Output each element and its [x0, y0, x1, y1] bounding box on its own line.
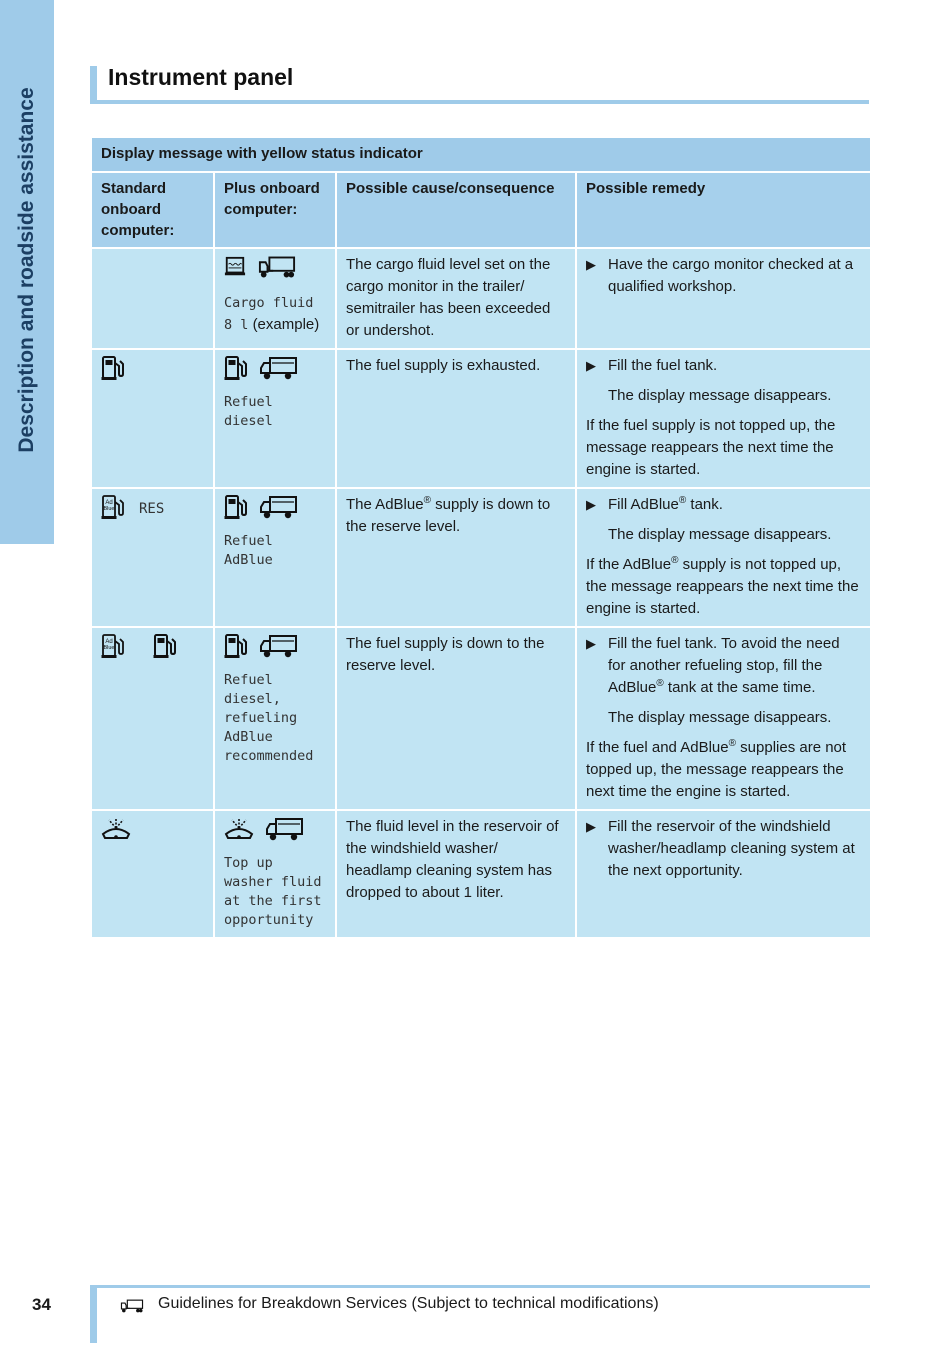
fuel-pump-icon: [224, 494, 248, 520]
table-row: [91, 349, 871, 488]
remedy-result: The display message disappears.: [608, 709, 832, 726]
registered-mark: ®: [671, 555, 679, 566]
truck-icon: [260, 633, 298, 659]
column-header-cause: Possible cause/consequence: [336, 172, 576, 248]
table-row: [91, 627, 871, 810]
registered-mark: ®: [728, 738, 736, 749]
standard-cell: [91, 627, 214, 810]
side-tab: [0, 0, 54, 544]
page-header: [90, 66, 869, 104]
bullet-arrow-icon: ▶: [586, 358, 596, 373]
remedy-cell: [576, 627, 871, 810]
bullet-arrow-icon: ▶: [586, 636, 596, 651]
plus-message: Cargo fluid 8 l: [224, 295, 314, 333]
truck-icon: [266, 816, 304, 842]
truck-icon: [260, 355, 298, 381]
plus-message: Refuel AdBlue: [224, 533, 273, 568]
fuel-pump-icon: [224, 355, 248, 381]
plus-cell: [214, 488, 336, 627]
bullet-arrow-icon: ▶: [586, 257, 596, 272]
bullet-arrow-icon: ▶: [586, 819, 596, 834]
cause-cell: [336, 488, 576, 627]
fuel-pump-icon: [101, 355, 125, 381]
header-accent-bar: [90, 66, 97, 104]
truck-icon: [260, 494, 298, 520]
plus-cell: [214, 627, 336, 810]
remedy-note-start: If the fuel and AdBlue: [586, 739, 729, 756]
plus-message: Refuel diesel, refueling AdBlue recommended: [224, 672, 314, 764]
standard-cell: [91, 248, 214, 349]
side-tab-label: Description and roadside assistance: [15, 87, 38, 453]
remedy-note-end: supplies are not topped up, the message reappears the next time the engine is started.: [586, 739, 847, 800]
plus-cell: [214, 349, 336, 488]
remedy-step-end: tank.: [686, 496, 723, 513]
column-header-remedy: Possible remedy: [576, 172, 871, 248]
header-underline: [90, 100, 869, 104]
cause-cell: The cargo fluid level set on the cargo monitor in the trailer/ semitrailer has been exceeded or undershot.: [336, 248, 576, 349]
washer-fluid-icon: [224, 816, 254, 842]
cause-text-end: supply is down to the reserve level.: [346, 496, 551, 535]
adblue-icon: [101, 494, 125, 520]
remedy-cell: [576, 349, 871, 488]
remedy-step: [608, 633, 861, 699]
remedy-note: If the fuel supply is not topped up, the message reappears the next time the engine is started.: [586, 417, 836, 478]
adblue-icon: [101, 633, 125, 659]
cause-cell: The fuel supply is down to the reserve level.: [336, 627, 576, 810]
plus-message: Refuel diesel: [224, 394, 273, 429]
remedy-step: [608, 494, 723, 516]
plus-message: Top up washer fluid at the first opportunity: [224, 855, 322, 928]
washer-fluid-icon: [101, 816, 131, 842]
registered-mark: ®: [678, 495, 687, 506]
reserve-label: RES: [139, 501, 165, 517]
remedy-note: [586, 554, 861, 620]
plus-message-suffix: (example): [252, 316, 320, 333]
cargo-monitor-icon: [224, 254, 246, 280]
remedy-step: Fill the reservoir of the windshield washer/headlamp cleaning system at the next opportunity.: [608, 818, 855, 879]
plus-cell: [214, 248, 336, 349]
display-message-table: [90, 136, 872, 939]
cause-cell: The fuel supply is exhausted.: [336, 349, 576, 488]
remedy-result: The display message disappears.: [608, 387, 832, 404]
remedy-note-start: If the AdBlue: [586, 556, 672, 573]
remedy-note-end: supply is not topped up, the message reappears the next time the engine is started.: [586, 556, 859, 617]
footer-text: Guidelines for Breakdown Services (Subject to technical modifications): [158, 1295, 659, 1312]
remedy-result: The display message disappears.: [608, 526, 832, 543]
remedy-step: Have the cargo monitor checked at a qualified workshop.: [608, 256, 854, 295]
column-header-standard: Standard onboard computer:: [91, 172, 214, 248]
remedy-step-start: Fill AdBlue: [608, 496, 679, 513]
footer-rule: [90, 1285, 870, 1288]
table-caption: Display message with yellow status indicator: [91, 137, 871, 172]
standard-cell: [91, 488, 214, 627]
footer-accent-bar: [90, 1285, 97, 1343]
cause-cell: The fluid level in the reservoir of the windshield washer/ headlamp cleaning system has dropped to about 1 liter.: [336, 810, 576, 938]
page-title: Instrument panel: [108, 64, 294, 90]
remedy-note: [586, 737, 861, 803]
remedy-cell: [576, 248, 871, 349]
breakdown-truck-icon: [113, 1298, 151, 1314]
trailer-truck-icon: [258, 254, 296, 280]
remedy-step: Fill the fuel tank.: [608, 357, 718, 374]
remedy-cell: [576, 488, 871, 627]
bullet-arrow-icon: ▶: [586, 497, 596, 512]
table-row: [91, 810, 871, 938]
remedy-cell: [576, 810, 871, 938]
fuel-pump-icon: [224, 633, 248, 659]
column-header-plus: Plus onboard computer:: [214, 172, 336, 248]
remedy-step-end: tank at the same time.: [663, 679, 816, 696]
registered-mark: ®: [656, 678, 664, 689]
table-row: [91, 488, 871, 627]
table-row: [91, 248, 871, 349]
cause-text-start: The AdBlue: [346, 496, 424, 513]
plus-cell: [214, 810, 336, 938]
remedy-step-start: Fill the fuel tank. To avoid the need for another refueling stop, fill the AdBlue: [608, 635, 840, 696]
registered-mark: ®: [423, 495, 431, 506]
standard-cell: [91, 810, 214, 938]
fuel-pump-icon: [153, 633, 177, 659]
standard-cell: [91, 349, 214, 488]
page-number: 34: [32, 1295, 51, 1314]
